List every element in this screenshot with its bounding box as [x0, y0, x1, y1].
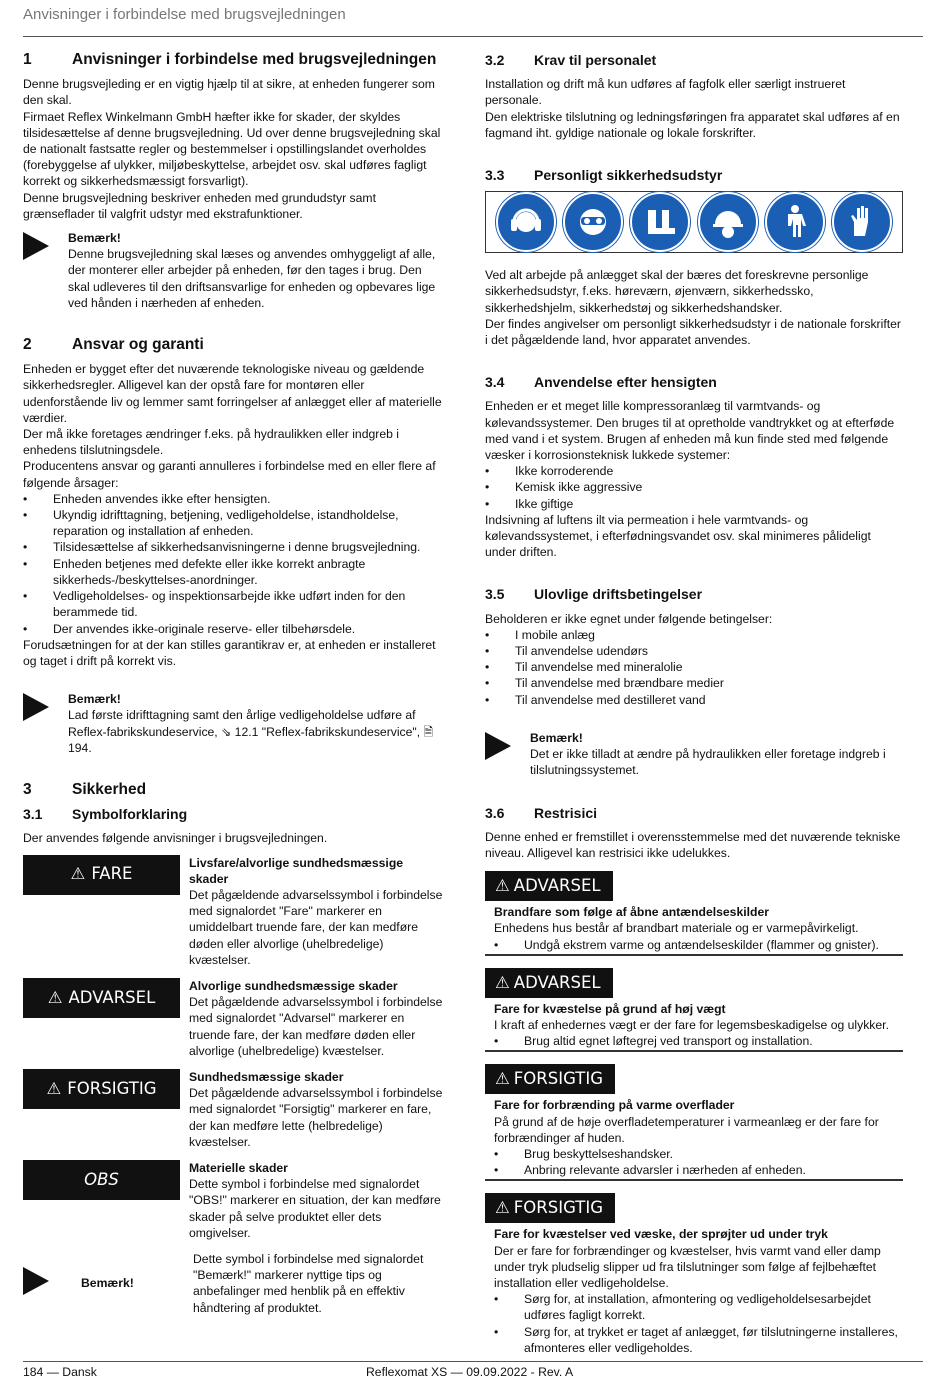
safety-helmet-icon	[698, 192, 758, 252]
section-number: 3.2	[485, 52, 505, 68]
warning-title: Fare for forbrænding på varme overflader	[494, 1098, 735, 1113]
warning-triangle-icon: ⚠	[495, 876, 510, 895]
section-title: Anvisninger i forbindelse med brugsvejledningen	[72, 51, 437, 68]
section-title: Symbolforklaring	[72, 806, 188, 823]
right-column	[485, 46, 903, 1369]
list-item: • Tilsidesættelse af sikkerhedsanvisningerne i denne brugsvejledning.	[23, 540, 421, 555]
left-column	[23, 46, 443, 1326]
list-item: • Anbring relevante advarsler i nærheden af enheden.	[494, 1163, 806, 1178]
list-item: • Enheden anvendes ikke efter hensigten.	[23, 491, 271, 506]
symbol-text: Dette symbol i forbindelse med signalordet "Bemærk!" markerer nyttige tips og anbefalinger med henblik på en effektiv håndtering af produktet.	[193, 1252, 424, 1315]
warning-title: Fare for kvæstelser ved væske, der sprøjter ud under tryk	[494, 1227, 828, 1242]
symbol-title: Livsfare/alvorlige sundhedsmæssige skader	[189, 855, 404, 886]
symbol-text: Det pågældende advarselssymbol i forbindelse med signalordet "Advarsel" markerer en truende fare, der kan medføre døden eller alvorlige (uhelbredelige) kvæstelser.	[189, 995, 443, 1058]
section-number: 2	[23, 336, 32, 354]
symbol-row-obs	[23, 1160, 443, 1241]
bemaerk-label: Bemærk!	[81, 1276, 134, 1291]
paragraph: Der anvendes følgende anvisninger i brugsvejledningen.	[23, 831, 328, 846]
section-3-3-heading	[485, 167, 903, 183]
note-block	[23, 691, 443, 756]
warning-text: På grund af de høje overfladetemperaturer i varmeanlæg er der fare for forbrændinger af huden.	[494, 1114, 879, 1145]
footer-document-info: Reflexomat XS — 09.09.2022 - Rev. A	[366, 1365, 574, 1379]
section-number: 3.3	[485, 167, 505, 184]
section-3-5-heading	[485, 586, 903, 602]
warning-box	[485, 1193, 903, 1357]
symbol-text: Det pågældende advarselssymbol i forbindelse med signalordet "Fare" markerer en umiddelbart truende fare, der kan medføre døden eller alvorlige (uhelbredelige) kvæstelser.	[189, 887, 443, 967]
list-item: • Enheden betjenes med defekte eller ikke korrekt anbragte sikkerheds-/beskyttelses-anordninger.	[23, 556, 366, 587]
section-number: 3.6	[485, 804, 505, 821]
section-number: 3.4	[485, 374, 505, 391]
signal-badge-advarsel: ⚠ ADVARSEL	[485, 871, 613, 901]
section-title: Ansvar og garanti	[72, 336, 204, 354]
note-block	[485, 730, 903, 779]
symbol-row-advarsel	[23, 978, 443, 1059]
paragraph: Denne enhed er fremstillet i overensstemmelse med det nuværende tekniske niveau. Alligevel kan restrisici ikke udelukkes.	[485, 829, 901, 860]
warning-triangle-icon: ⚠	[70, 864, 86, 884]
protective-clothing-icon	[765, 192, 825, 252]
list-item: • Kemisk ikke aggressive	[485, 480, 643, 495]
header-rule	[23, 36, 923, 37]
paragraph: Beholderen er ikke egnet under følgende betingelser:	[485, 611, 773, 626]
section-3-4-heading	[485, 374, 903, 390]
symbol-title: Materielle skader	[189, 1160, 288, 1175]
list-item: • Sørg for, at trykket er taget af anlægget, før tilslutningerne installeres, afmonteres eller vedligeholdes.	[494, 1324, 898, 1355]
warning-box	[485, 968, 903, 1053]
paragraph: Enheden er et meget lille kompressoranlæg til varmtvands- og kølevandssystemer. Den bruges til at opretholde vandtrykket og at efterføde med vand i et system. Brugen af enheden må kun finde sted med følgende væsker i korrosionsteknisk lukkede systemer:	[485, 399, 895, 463]
warning-box	[485, 871, 903, 956]
note-text: Det er ikke tilladt at ændre på hydraulikken eller foretage indgreb i tilslutningssystemet.	[530, 747, 886, 778]
eye-protection-icon	[563, 192, 623, 252]
section-3-heading	[23, 782, 443, 798]
note-arrow-icon	[23, 230, 68, 311]
paragraph: Den elektriske tilslutning og ledningsføringen fra apparatet skal udføres af en fagmand iht. gyldige nationale og lokale forskrifter.	[485, 109, 900, 140]
warning-title: Brandfare som følge af åbne antændelseskilder	[494, 905, 769, 920]
section-number: 1	[23, 51, 32, 68]
signal-badge-advarsel: ⚠ ADVARSEL	[23, 978, 180, 1018]
warning-text: I kraft af enhedernes vægt er der fare for legemsbeskadigelse og ulykker.	[494, 1017, 889, 1032]
note-label: Bemærk!	[68, 692, 121, 707]
list-item: • Der anvendes ikke-originale reserve- eller tilbehørsdele.	[23, 621, 356, 636]
note-text: Denne brugsvejledning skal læses og anvendes omhyggeligt af alle, der monterer eller arbejder på enheden, før den tages i brug. Den skal udleveres til den driftsansvarlige for enheden og opbevares lige ved hånden i nærheden af enheden.	[68, 247, 436, 310]
section-3-2-heading	[485, 52, 903, 68]
symbol-row-forsigtig	[23, 1069, 443, 1150]
note-label: Bemærk!	[68, 231, 121, 246]
section-number: 3	[23, 780, 32, 798]
paragraph: Denne brugsvejledning beskriver enheden med grundudstyr samt grænseflader til valgfrit udstyr med ekstrafunktioner.	[23, 190, 376, 221]
symbol-text: Dette symbol i forbindelse med signalordet "OBS!" markerer en situation, der kan medføre skader på selve produktet eller dets omgivelser.	[189, 1177, 441, 1240]
list-item: • Vedligeholdelses- og inspektionsarbejde ikke udført inden for den berammede tid.	[23, 589, 406, 620]
section-number: 3.1	[23, 806, 43, 823]
bullet-list	[23, 491, 443, 637]
warning-title: Fare for kvæstelse på grund af høj vægt	[494, 1001, 726, 1016]
warning-box	[485, 1064, 903, 1181]
paragraph: Denne brugsvejleding er en vigtig hjælp til at sikre, at enheden fungerer som den skal.	[23, 77, 435, 108]
paragraph: Der findes angivelser om personligt sikkerhedsudstyr i de nationale forskrifter i det pågældende land, hvor apparatet anvendes.	[485, 316, 901, 348]
list-item: • Ukyndig idrifttagning, betjening, vedligeholdelse, istandholdelse, reparation og installation af enheden.	[23, 508, 399, 539]
warning-text: Enhedens hus består af brandbart materiale og er varmepåvirkeligt.	[494, 921, 859, 936]
symbol-title: Sundhedsmæssige skader	[189, 1069, 344, 1084]
running-header: Anvisninger i forbindelse med brugsvejledningen	[23, 6, 346, 23]
note-arrow-icon	[23, 691, 68, 756]
signal-badge-advarsel: ⚠ ADVARSEL	[485, 968, 613, 998]
paragraph: Firmaet Reflex Winkelmann GmbH hæfter ikke for skader, der skyldes tilsidesættelse af denne brugsvejledning. Ud over denne brugsvejledning skal de nationalt fastsatte regler og bestemmelser i opstillingslandet overholdes (forebyggelse af ulykker, miljøbeskyttelse, arbejdet osv. skal udføres fagligt korrekt og sikkerhedsmæssigt forsvarligt).	[23, 109, 441, 189]
paragraph: Ved alt arbejde på anlægget skal der bæres det foreskrevne personlige sikkerhedsudstyr, f.eks. høreværn, øjenværn, sikkerhedssko, sikkerhedshjelm, sikkerhedstøj og sikkerhedshandsker.	[485, 268, 869, 315]
signal-badge-obs: OBS	[23, 1160, 180, 1200]
note-arrow-icon	[23, 1267, 49, 1299]
section-1-heading	[23, 52, 443, 68]
list-item: • Brug beskyttelseshandsker.	[494, 1146, 674, 1161]
list-item: • Undgå ekstrem varme og antændelseskilder (flammer og gnister).	[494, 937, 879, 952]
warning-text: Der er fare for forbrændinger og kvæstelser, hvis varmt vand eller damp under tryk pludselig slipper ud fra tilslutninger som følge af fejlbehæftet installation eller vedligeholdelse.	[494, 1243, 881, 1290]
warning-triangle-icon: ⚠	[46, 1078, 62, 1098]
safety-boots-icon	[630, 192, 690, 252]
paragraph: Installation og drift må kun udføres af fagfolk eller særligt instrueret personale.	[485, 77, 846, 108]
paragraph: Producentens ansvar og garanti annulleres i forbindelse med en eller flere af følgende årsager:	[23, 459, 436, 490]
section-title: Personligt sikkerhedsudstyr	[534, 167, 723, 184]
signal-badge-fare: ⚠ FARE	[23, 855, 180, 895]
warning-triangle-icon: ⚠	[495, 1198, 510, 1218]
footer-page-number: 184 — Dansk	[23, 1365, 97, 1379]
list-item: • I mobile anlæg	[485, 627, 595, 642]
list-item: • Brug altid egnet løftegrej ved transport og installation.	[494, 1034, 813, 1049]
signal-badge-forsigtig: ⚠ FORSIGTIG	[485, 1193, 615, 1223]
section-3-6-heading	[485, 805, 903, 821]
section-3-1-heading	[23, 806, 443, 822]
note-text: Lad første idrifttagning samt den årlige vedligeholdelse udføre af Reflex-fabrikskundeservice, ⇘ 12.1 "Reflex-fabrikskundeservice", 🗎 194.	[68, 708, 434, 755]
list-item: • Sørg for, at installation, afmontering og vedligeholdelsesarbejdet udføres fagligt korrekt.	[494, 1292, 871, 1323]
warning-triangle-icon: ⚠	[495, 972, 510, 992]
symbol-row-bemaerk	[23, 1251, 443, 1316]
section-title: Krav til personalet	[534, 52, 657, 68]
symbol-title: Alvorlige sundhedsmæssige skader	[189, 978, 398, 993]
paragraph: Indsivning af luftens ilt via permeation i hele varmtvands- og kølevandssystemet, i efterfødningsvandet osv. skal minimeres pålideligt under driften.	[485, 512, 871, 560]
note-arrow-icon	[485, 730, 530, 779]
safety-gloves-icon	[832, 192, 892, 252]
paragraph: Forudsætningen for at der kan stilles garantikrav er, at enheden er installeret og taget i drift på korrekt vis.	[23, 637, 436, 668]
paragraph: Enheden er bygget efter det nuværende teknologiske niveau og gældende sikkerhedsregler. Alligevel kan der opstå fare for montøren eller udenforstående liv og lemmer samt forringelser af anlægget eller af materielle værdier.	[23, 362, 442, 425]
note-block	[23, 230, 443, 311]
section-title: Ulovlige driftsbetingelser	[534, 586, 703, 603]
section-title: Anvendelse efter hensigten	[534, 374, 717, 391]
list-item: • Til anvendelse med mineralolie	[485, 660, 683, 675]
ear-protection-icon	[496, 192, 556, 252]
list-item: • Til anvendelse med destilleret vand	[485, 692, 706, 707]
section-2-heading	[23, 337, 443, 353]
paragraph: Der må ikke foretages ændringer f.eks. på hydraulikken eller indgreb i enhedens tilslutningsdele.	[23, 427, 399, 458]
ppe-icon-strip	[485, 191, 903, 253]
list-item: • Til anvendelse med brændbare medier	[485, 676, 724, 691]
signal-badge-forsigtig: ⚠ FORSIGTIG	[485, 1064, 615, 1094]
list-item: • Ikke korroderende	[485, 464, 614, 479]
list-item: • Til anvendelse udendørs	[485, 644, 649, 659]
note-label: Bemærk!	[530, 730, 583, 745]
warning-triangle-icon: ⚠	[495, 1069, 510, 1089]
symbol-text: Det pågældende advarselssymbol i forbindelse med signalordet "Forsigtig" markerer en fare, der kan medføre lette (helbredelige) kvæstelser.	[189, 1086, 443, 1149]
section-number: 3.5	[485, 586, 505, 603]
warning-triangle-icon: ⚠	[47, 987, 63, 1007]
section-title: Restrisici	[534, 804, 598, 821]
section-title: Sikkerhed	[72, 780, 147, 798]
footer-rule	[23, 1361, 923, 1362]
signal-badge-forsigtig: ⚠ FORSIGTIG	[23, 1069, 180, 1109]
symbol-row-fare	[23, 855, 443, 968]
list-item: • Ikke giftige	[485, 496, 574, 511]
